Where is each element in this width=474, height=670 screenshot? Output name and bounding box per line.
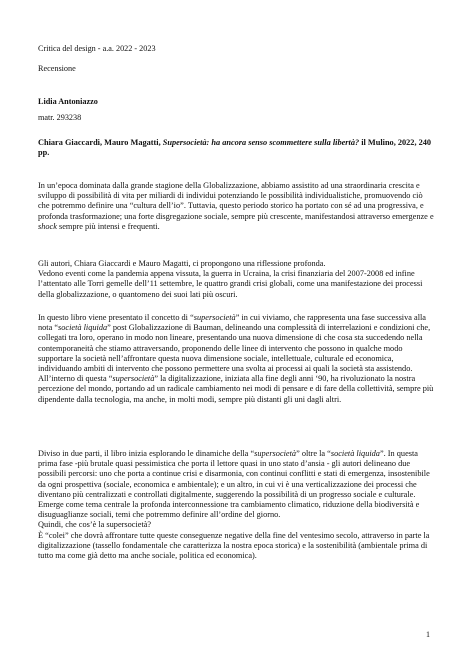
italic-run: società liquida xyxy=(330,449,380,458)
italic-run: supersocietà xyxy=(112,374,155,384)
paragraph-2-line-2: Vedono eventi come la pandemia appena vissuta, la guerra in Ucraina, la crisi finanziaria del 2007-2008 ed infine l’attentato alle Torri gemelle dell’11 settembre, le quattro grandi crisi globali, come una manifestazione dei processi della globalizzazione, o quantomeno dei suoi lati più oscuri. xyxy=(38,269,423,299)
text-run: ” la digitalizzazione, iniziata alla fine degli anni ‘90, ha rivoluzionato la nostra percezione del mondo, portando ad un radicale cambiamento nei modi di pensare e di fare della collettività, sempre più dipendente dalla tecnologia, ma anche, in molti modi, sempre più distanti gli uni dagli altri. xyxy=(38,374,434,404)
citation-publisher: il Mulino, 2022, 240 pp. xyxy=(38,138,432,158)
book-citation xyxy=(38,138,436,158)
student-id: matr. 293238 xyxy=(38,113,82,122)
text-run: ” post Globalizzazione di Bauman, delineando una complessità di interrelazioni e condizioni che, collegati tra loro, operano in modo non lineare, presentando una nuova dimensione di che cosa sta succedendo nella contemporaneità che stiamo attraversando, proponendo delle linee di intervento che possono in qualche modo supportare la società nell’affrontare questa nuova dimensione sociale, intellettuale, culturale ed economica, individuando ambiti di intervento che possono permettere una svolta ai processi ai quali la società sta assistendo. xyxy=(38,323,431,374)
text-run: ”. In questa prima fase -più brutale quasi pessimistica che porta il lettore quasi in uno stato d’ansia - gli autori delineano due possibili percorsi: uno che porta a continue crisi e disarmonia, con continui conflitti e stati di emergenza, insostenibile da ogni prospettiva (sociale, economica e ambientale); e un altro, in cui vi è una verticalizzazione dei processi che diventano più centralizzati e controllati digitalmente, suggerendo la possibilità di un progresso sociale e culturale. xyxy=(38,449,430,499)
text-run: ” in cui viviamo, che rappresenta una fase successiva alla nota “ xyxy=(38,313,426,333)
text-run: sempre più intensi e frequenti. xyxy=(56,221,160,231)
paragraph-5-answer: È “colei” che dovrà affrontare tutte queste conseguenze negative della fine del ventesimo secolo, attraverso in parte la digitalizzazione (tassello fondamentale che caratterizza la nostra epoca storica) e la sostenibilità (ambientale prima di tutto ma come già detto ma anche sociale, politica ed economica). xyxy=(38,530,430,561)
paragraph-1 xyxy=(38,181,436,232)
text-run: In un’epoca dominata dalla grande stagione della Globalizzazione, abbiamo assistito ad una straordinaria crescita e sviluppo di possibilità di vita per miliardi di individui potenziando le possibilità individualistiche, promuovendo ciò che potremmo definire una “cultura dell’io”. Tuttavia, questo periodo storico ha portato con sé ad una progressiva, e profonda trasformazione; una forte disgregazione sociale, sempre più crescente, manifestandosi attraverso emergenze e xyxy=(38,181,434,221)
text-run: All’interno di questa “ xyxy=(38,374,113,384)
course-line: Critica del design - a.a. 2022 - 2023 xyxy=(38,44,156,53)
paragraph-3 xyxy=(38,313,436,405)
text-run: In questo libro viene presentato il concetto di “ xyxy=(38,313,194,322)
paragraph-1-text xyxy=(38,181,436,232)
italic-run: società liquida xyxy=(58,323,108,333)
paragraph-5-theme: Emerge come tema centrale la profonda interconnessione tra cambiamento climatico, riduzione della biodiversità e disuguaglianze sociali, temi che potremmo definire all’ordine del giorno. xyxy=(38,500,420,520)
paragraph-3-text xyxy=(38,313,436,374)
italic-run: supersocietà xyxy=(254,449,297,458)
citation-title: Supersocietà: ha ancora senso scommettere sulla libertà? xyxy=(162,138,360,147)
paragraph-2 xyxy=(38,259,436,300)
paragraph-5-text xyxy=(38,449,436,500)
citation-authors: Chiara Giaccardi, Mauro Magatti, xyxy=(38,138,163,147)
page-number: 1 xyxy=(426,630,430,639)
paragraph-5-question: Quindi, che cos’è la supersocietà? xyxy=(38,520,152,530)
author-name: Lidia Antoniazzo xyxy=(38,97,98,106)
paragraph-2-line-1: Gli autori, Chiara Giaccardi e Mauro Magatti, ci propongono una riflessione profonda. xyxy=(38,259,326,268)
text-run: ” oltre la “ xyxy=(296,449,331,458)
italic-run: supersocietà xyxy=(193,313,236,322)
text-run: Diviso in due parti, il libro inizia esplorando le dinamiche della “ xyxy=(38,449,255,458)
paragraph-5 xyxy=(38,449,436,561)
italic-run: shock xyxy=(38,221,57,231)
paragraph-4-text xyxy=(38,374,436,405)
document-type: Recensione xyxy=(38,64,76,73)
